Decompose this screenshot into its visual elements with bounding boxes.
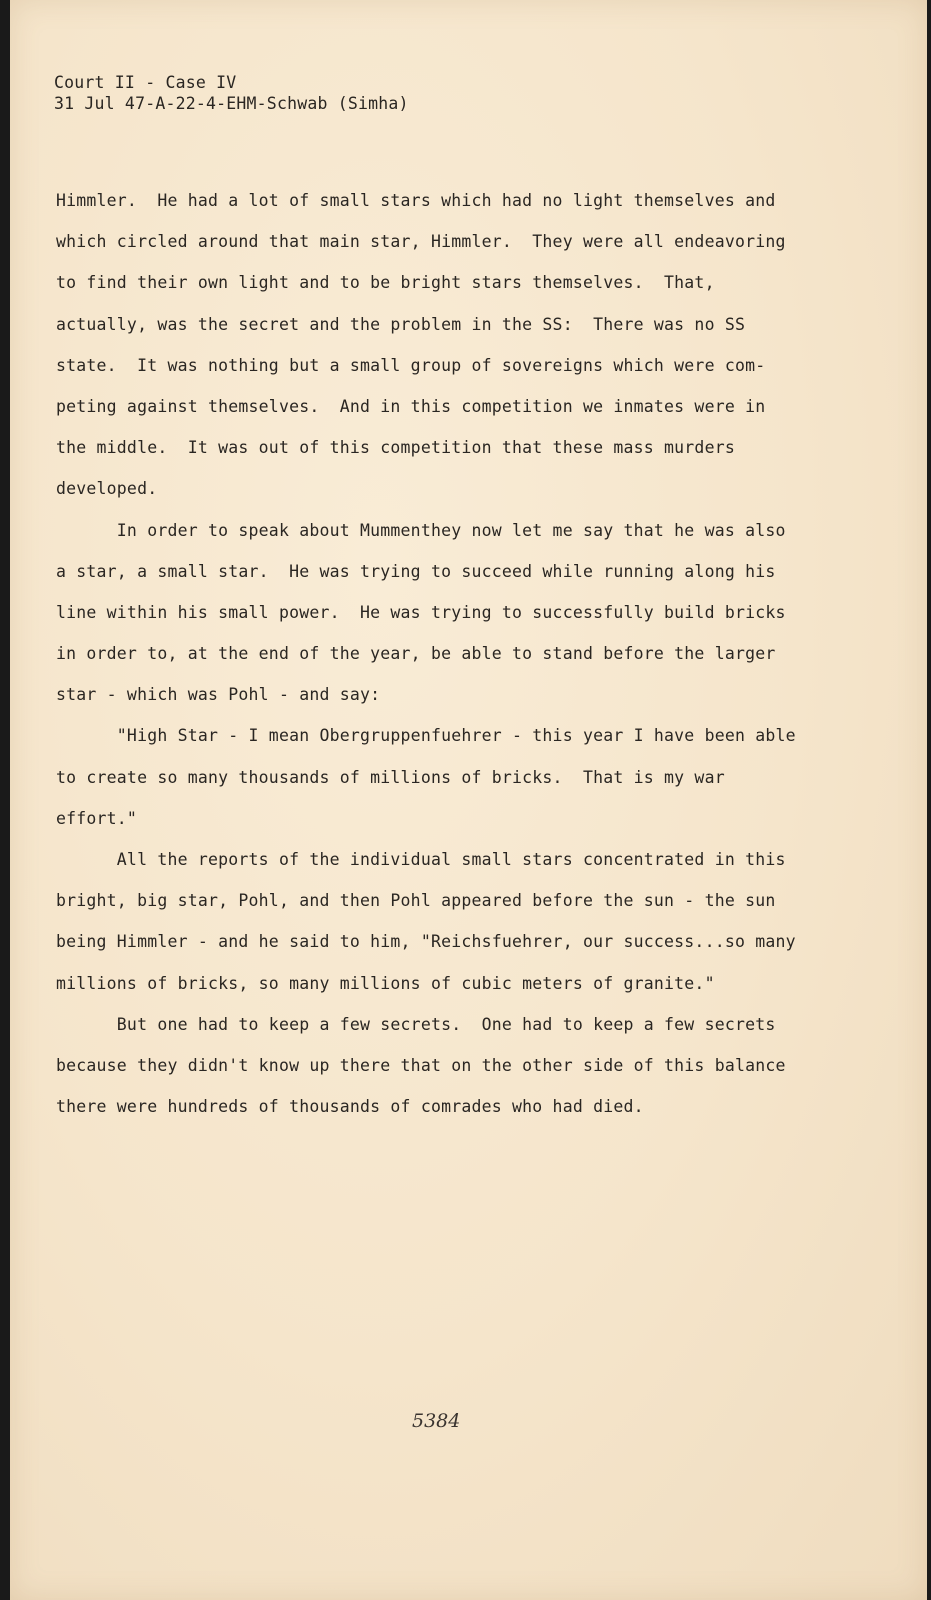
- text-line: because they didn't know up there that on the other side of this balance: [56, 1055, 786, 1075]
- text-line: actually, was the secret and the problem in the SS: There was no SS: [56, 314, 746, 334]
- text-line: effort.": [56, 808, 138, 828]
- document-page: [10, 0, 927, 1600]
- text-line: "High Star - I mean Obergruppenfuehrer - this year I have been able: [56, 726, 796, 746]
- text-line: in order to, at the end of the year, be able to stand before the larger: [56, 644, 776, 664]
- transcript-body: [56, 190, 856, 1137]
- text-line: to create so many thousands of millions of bricks. That is my war: [56, 767, 725, 787]
- text-line: In order to speak about Mummenthey now let me say that he was also: [56, 520, 786, 540]
- text-line: there were hundreds of thousands of comrades who had died.: [56, 1097, 644, 1117]
- text-line: Himmler. He had a lot of small stars which had no light themselves and: [56, 191, 776, 210]
- text-line: being Himmler - and he said to him, "Reichsfuehrer, our success...so many: [56, 932, 796, 952]
- text-line: the middle. It was out of this competition that these mass murders: [56, 438, 735, 458]
- text-line: But one had to keep a few secrets. One had to keep a few secrets: [56, 1014, 776, 1034]
- text-line: to find their own light and to be bright stars themselves. That,: [56, 273, 715, 293]
- text-line: developed.: [56, 479, 158, 499]
- text-line: star - which was Pohl - and say:: [56, 685, 381, 705]
- text-line: which circled around that main star, Himmler. They were all endeavoring: [56, 232, 786, 252]
- document-header: [54, 72, 409, 114]
- text-line: All the reports of the individual small stars concentrated in this: [56, 850, 786, 869]
- page-number: 5384: [412, 1410, 461, 1432]
- header-court-line: Court II - Case IV: [54, 73, 237, 92]
- text-line: line within his small power. He was trying to successfully build bricks: [56, 602, 786, 622]
- text-line: state. It was nothing but a small group of sovereigns which were com-: [56, 355, 766, 375]
- text-line: peting against themselves. And in this competition we inmates were in: [56, 396, 766, 416]
- header-reference-line: 31 Jul 47-A-22-4-EHM-Schwab (Simha): [54, 94, 409, 113]
- text-line: bright, big star, Pohl, and then Pohl appeared before the sun - the sun: [56, 891, 776, 911]
- text-line: a star, a small star. He was trying to succeed while running along his: [56, 561, 776, 581]
- text-line: millions of bricks, so many millions of cubic meters of granite.": [56, 973, 715, 993]
